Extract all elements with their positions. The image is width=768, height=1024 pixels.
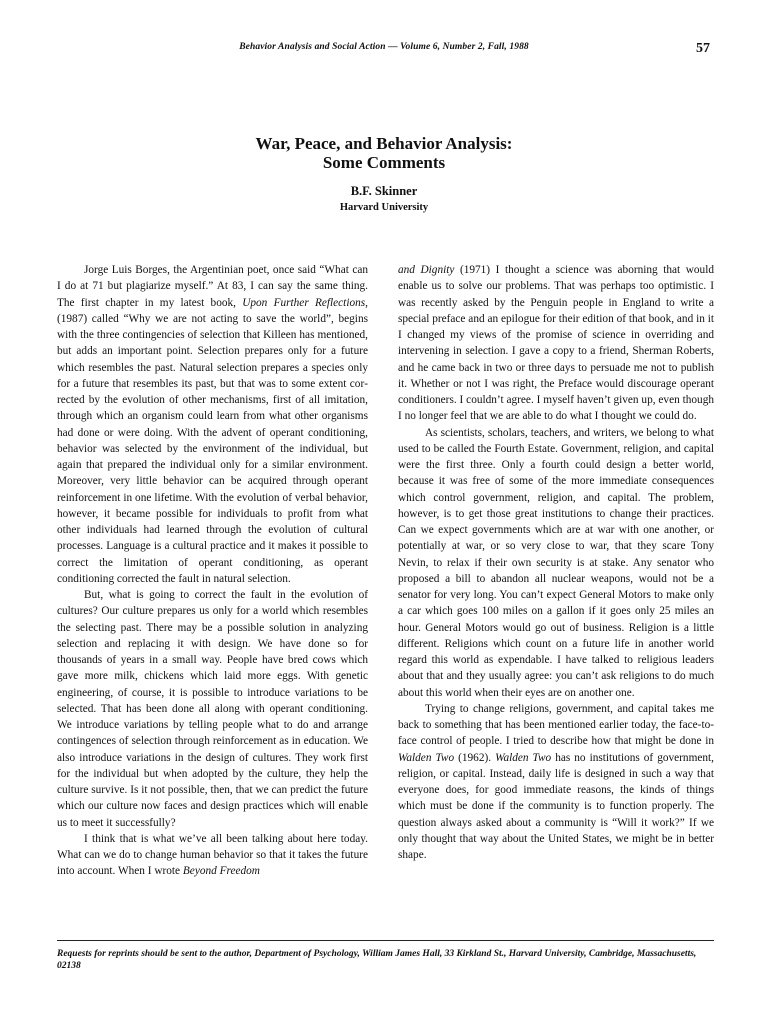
book-title: Walden Two xyxy=(398,751,455,764)
page-number: 57 xyxy=(696,41,710,56)
article-title-line-2: Some Comments xyxy=(322,153,446,172)
right-column xyxy=(398,262,714,863)
paragraph: But, what is going to correct the fault in the evolution of cultures? Our culture prepares us only for a world which resembles the selecting past. There may be a possible solution in analyzing selection and replacing it with design. We have done so for thousands of years in a small way. People have bred cows which gave more milk, chickens which laid more eggs. With genetic engineering, of course, it is possible to introduce variations to be selected. That has been done all along with operant conditioning. We introduce variations by telling people what to do and arrange contingences of selection through reinforcement as in education. We also introduce variations in the design of cultures. They work first for the individual but when adopted by the culture, they help the culture survive. Is it not possible, then, that we can predict the future which our culture now faces and design practices which will enable us to meet it successfully? xyxy=(57,589,368,829)
book-title: Walden Two xyxy=(495,751,552,764)
author-affiliation: Harvard University xyxy=(339,202,429,213)
paragraph: As scientists, scholars, teachers, and writers, we belong to what used to be called the Fourth Estate. Government, religion, and capital were the first three. Only a fourth could design a better world, because it was free of some of the more immediate consequences which control government, religion, and capital. The problem, however, is to get those great institutions to change their practices. Can we expect governments which are at war with one another, or potentially at war, or so very close to war, that they scare Tony Nevin, to relax if their own security is at stake. Any senator who proposed a bill to abandon all nuclear weapons, would not be a senator for very long. You can’t expect General Motors to make only a car which goes 100 miles on a gallon if it goes only 25 miles an hour. General Motors would go out of business. Religion is a little different. Religions which count on a future life in another world regard this world as expendable. I have talked to religious leaders about that and they usually agree: you can’t ask religions to do much about this world when their eyes are on another one. xyxy=(398,426,714,699)
paragraph: Trying to change religions, government, and capital takes me back to something that has been mentioned earlier today, the face-to-face control of people. I tried to describe how that might be done in Walden Two (1962). Walden Two has no institutions of government, religion, or capital. Instead, daily life is designed in such a way that everyone does, for good immediate reasons, the kinds of things which must be done if the community is to function properly. The question always asked about a community is “Will it work?” If we only thought that way about the United States, we might be in better shape. xyxy=(398,702,714,861)
book-title: Beyond Freedom xyxy=(182,865,260,878)
running-head: Behavior Analysis and Social Action — Volume 6, Number 2, Fall, 1988 xyxy=(239,42,529,52)
footnote-divider xyxy=(57,940,714,941)
left-column xyxy=(57,262,368,880)
article-title xyxy=(0,134,768,172)
book-title: Upon Further Reflections xyxy=(242,296,366,309)
paragraph: I think that is what we’ve all been talking about here today. What can we do to change human behavior so that it takes the future into account. When I wrote Beyond Freedom xyxy=(57,832,368,878)
paragraph: Jorge Luis Borges, the Argentinian poet, once said “What can I do at 71 but plagiarize myself.” At 83, I can say the same thing. The first chapter in my latest book, Upon Further Reflections, (1987) called “Why we are not acting to save the world”, begins with the three contingencies of selection that Killeen has mentioned, but adds an important point. Selection prepares only for a future which resembles the past. Natural selection prepares a species only for a future that resembles its past, but that was to some extent corrected by the evolution of other mechanisms, first of all imitation, through which an organism could learn from what other organisms had done or were doing. With the advent of operant conditioning, behavior was selected by the environment of the individual, but again that prepared the individual only for a similar environment. Moreover, very little behavior can be acquired through operant reinforcement in one lifetime. With the evolution of verbal behavior, however, it became possible for individuals to profit from what other individuals had learned through the evolution of cultural processes. Language is a cultural practice and it makes it possible to correct the limitation of operant conditioning, as operant conditioning corrected the fault in natural selection. xyxy=(57,264,368,585)
author-name: B.F. Skinner xyxy=(350,184,418,198)
book-title: and Dignity xyxy=(398,264,455,276)
article-title-line-1: War, Peace, and Behavior Analysis: xyxy=(255,134,513,153)
paragraph-continued: and Dignity (1971) I thought a science was aborning that would enable us to solve our problems. That was perhaps too optimistic. I was recently asked by the Penguin people in England to write a special preface and an epilogue for their edition of that book, and in it I changed my views of the promise of science in overriding and intervening in selection. I gave a copy to a friend, Sherman Roberts, and he came back in two or three days to persuade me not to publish it. Whether or not I was right, the Preface would discourage operant conditioners. I couldn’t agree. I myself haven’t given up, even though I no longer feel that we are able to do what I thought we could do. xyxy=(398,264,714,423)
footnote: Requests for reprints should be sent to the author, Department of Psychology, William James Hall, 33 Kirkland St., Harvard University, Cambridge, Massachusetts, 02138 xyxy=(57,949,697,971)
